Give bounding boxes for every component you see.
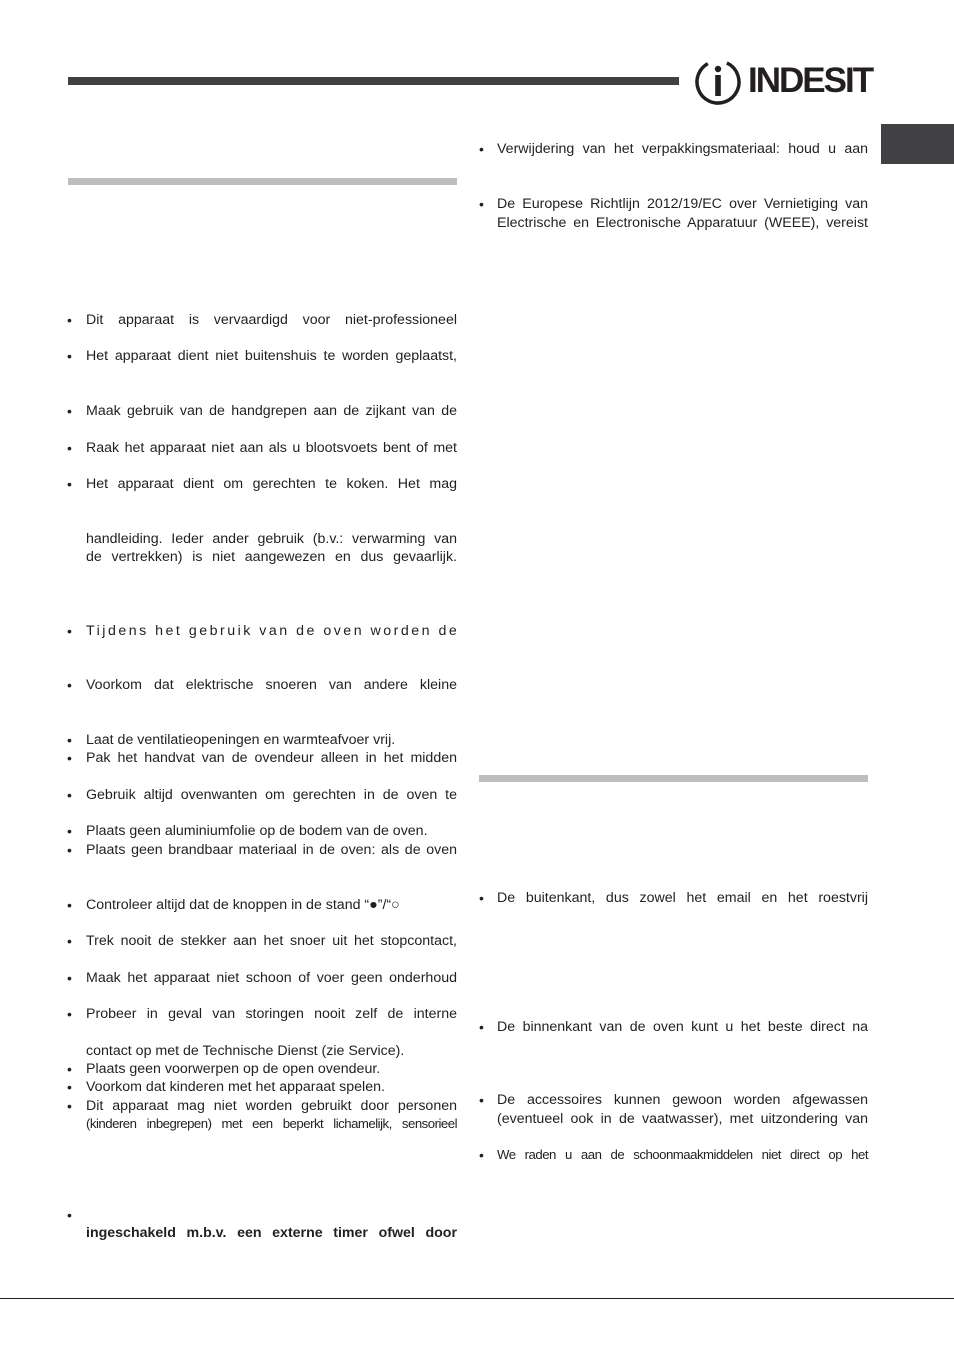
list-item-schoonmaakmiddelen: We raden u aan de schoonmaakmiddelen niet direct op het: [497, 1147, 868, 1162]
bullet: •: [67, 677, 72, 693]
list-item-verpakking: Verwijdering van het verpakkingsmateriaal: houd u aan: [497, 141, 868, 157]
bullet: •: [67, 750, 72, 766]
list-item-voorwerpen: Plaats geen voorwerpen op de open ovendeur.: [86, 1061, 381, 1077]
list-item-personen: Dit apparaat mag niet worden gebruikt door personen: [86, 1098, 457, 1114]
list-item-brandbaar: Plaats geen brandbaar materiaal in de oven: als de oven: [86, 842, 457, 858]
list-item-koken: Het apparaat dient om gerechten te koken. Het mag: [86, 476, 457, 492]
continuation-handleiding-line2: de vertrekken) is niet aangewezen en dus gevaarlijk.: [86, 549, 457, 565]
section-bar-left: [68, 178, 457, 185]
bullet: •: [67, 732, 72, 748]
bullet: •: [67, 1079, 72, 1095]
list-item-aluminium: Plaats geen aluminiumfolie op de bodem van de oven.: [86, 823, 428, 839]
bullet: •: [67, 403, 72, 419]
list-item-accessoires-line2: (eventueel ook in de vaatwasser), met uitzondering van: [497, 1111, 868, 1127]
list-item-stekker: Trek nooit de stekker aan het snoer uit het stopcontact,: [86, 933, 457, 949]
bullet: •: [479, 1092, 484, 1108]
section-bar-right: [479, 775, 868, 782]
list-item-kinderen: Voorkom dat kinderen met het apparaat spelen.: [86, 1079, 385, 1095]
list-item-weee: De Europese Richtlijn 2012/19/EC over Vernietiging van: [497, 196, 868, 212]
bullet: •: [479, 1147, 484, 1163]
bullet: •: [67, 897, 72, 913]
list-item-buitenkant: De buitenkant, dus zowel het email en het roestvrij: [497, 890, 868, 906]
list-item-ovenwanten: Gebruik altijd ovenwanten om gerechten in de oven te: [86, 787, 457, 803]
bullet: •: [67, 312, 72, 328]
list-item-ventilatie: Laat de ventilatieopeningen en warmteafvoer vrij.: [86, 732, 396, 748]
list-item-handgrepen: Maak gebruik van de handgrepen aan de zijkant van de: [86, 403, 457, 419]
bullet: •: [67, 440, 72, 456]
list-item-professioneel: Dit apparaat is vervaardigd voor niet-professioneel: [86, 312, 457, 328]
list-item-blootsvoets: Raak het apparaat niet aan als u blootsvoets bent of met: [86, 440, 457, 456]
list-item-personen-line2: (kinderen inbegrepen) met een beperkt lichamelijk, sensorieel: [86, 1116, 457, 1131]
bullet: •: [67, 842, 72, 858]
list-item-schoon: Maak het apparaat niet schoon of voer geen onderhoud: [86, 970, 457, 986]
bullet: •: [67, 348, 72, 364]
list-item-buitenshuis: Het apparaat dient niet buitenshuis te worden geplaatst,: [86, 348, 457, 364]
list-item-snoeren: Voorkom dat elektrische snoeren van andere kleine: [86, 677, 457, 693]
bullet: •: [67, 1207, 72, 1223]
bullet: •: [479, 196, 484, 212]
bullet: •: [67, 823, 72, 839]
list-item-binnenkant: De binnenkant van de oven kunt u het beste direct na: [497, 1019, 868, 1035]
header-rule: [68, 77, 679, 85]
indesit-logo: [693, 58, 871, 106]
bullet: •: [479, 1019, 484, 1035]
bullet: •: [67, 787, 72, 803]
bullet: •: [67, 1061, 72, 1077]
bullet: •: [479, 141, 484, 157]
brand-wordmark: INDESIT: [748, 61, 873, 100]
indesit-i-logo-icon: [693, 58, 743, 106]
list-item-accessoires: De accessoires kunnen gewoon worden afgewassen: [497, 1092, 868, 1108]
language-tab: [881, 124, 954, 164]
bullet: •: [67, 1006, 72, 1022]
list-item-storingen: Probeer in geval van storingen nooit zelf de interne: [86, 1006, 457, 1022]
bullet: •: [67, 933, 72, 949]
bullet: •: [479, 890, 484, 906]
list-item-tijdens: Tijdens het gebruik van de oven worden de: [86, 623, 460, 639]
list-item-weee-line2: Electrische en Electronische Apparatuur (WEEE), vereist: [497, 215, 868, 231]
bullet: •: [67, 476, 72, 492]
continuation-service: contact op met de Technische Dienst (zie Service).: [86, 1043, 405, 1059]
continuation-handleiding: handleiding. Ieder ander gebruik (b.v.: verwarming van: [86, 531, 457, 547]
bullet: •: [67, 1098, 72, 1114]
continuation-timer: ingeschakeld m.b.v. een externe timer ofwel door: [86, 1225, 457, 1241]
bullet: •: [67, 970, 72, 986]
list-item-knoppen: Controleer altijd dat de knoppen in de stand “●”/“○: [86, 897, 400, 913]
list-item-handvat: Pak het handvat van de ovendeur alleen in het midden: [86, 750, 457, 766]
bullet: •: [67, 623, 72, 639]
footer-rule: [0, 1298, 954, 1299]
